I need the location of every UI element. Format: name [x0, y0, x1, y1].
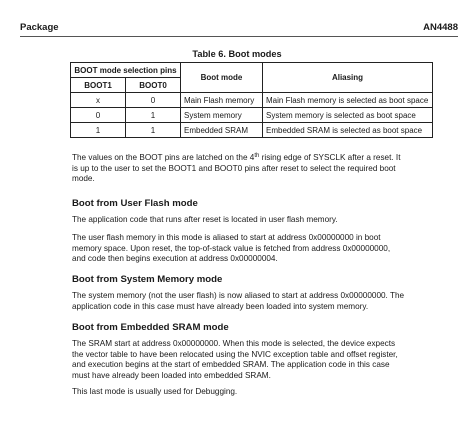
intro-line: is up to the user to set the BOOT1 and BOOT0 pins after reset to select the required boot — [72, 163, 396, 173]
intro-line: rising edge of SYSCLK after a reset. It — [259, 153, 401, 162]
table-caption: Table 6. Boot modes — [192, 49, 282, 59]
table-cell-boot0: 1 — [126, 123, 181, 138]
ordinal-suffix: th — [254, 153, 260, 159]
intro-paragraph — [72, 153, 444, 185]
table-cell-mode: System memory — [181, 108, 263, 123]
section-heading: Boot from System Memory mode — [72, 274, 223, 285]
table-header-boot0: BOOT0 — [126, 78, 181, 93]
body-paragraph — [72, 339, 444, 381]
table-cell-boot0: 0 — [126, 93, 181, 108]
paragraph-line: memory space. Upon reset, the top-of-stack value is fetched from address 0x00000000, — [72, 243, 391, 253]
section-title: Package — [20, 22, 59, 33]
body-paragraph — [72, 387, 444, 398]
intro-line: The values on the BOOT pins are latched on the 4 — [72, 153, 255, 162]
paragraph-line: application code in this case must have already been loaded into system memory. — [72, 301, 369, 311]
table-header-boot-mode: Boot mode — [181, 63, 263, 93]
table-row — [71, 108, 433, 123]
table-row — [71, 93, 433, 108]
paragraph-line: and execution begins at the start of embedded SRAM. The application code in this case — [72, 360, 390, 370]
table-header-aliasing: Aliasing — [263, 63, 433, 93]
page-header — [20, 6, 458, 37]
body-paragraph — [72, 215, 444, 226]
table-cell-aliasing: System memory is selected as boot space — [263, 108, 433, 123]
paragraph-line: The application code that runs after reset is located in user flash memory. — [72, 215, 338, 224]
paragraph-line: The SRAM start at address 0x00000000. When this mode is selected, the device expects — [72, 339, 396, 348]
table-cell-boot0: 1 — [126, 108, 181, 123]
paragraph-line: must have already been loaded into embedded SRAM. — [72, 370, 271, 380]
table-cell-aliasing: Main Flash memory is selected as boot space — [263, 93, 433, 108]
table-cell-boot1: 1 — [71, 123, 126, 138]
section-heading: Boot from User Flash mode — [72, 198, 198, 209]
table-cell-mode: Main Flash memory — [181, 93, 263, 108]
table-header-boot1: BOOT1 — [71, 78, 126, 93]
paragraph-line: The system memory (not the user flash) is now aliased to start at address 0x00000000. The — [72, 291, 405, 300]
table-cell-aliasing: Embedded SRAM is selected as boot space — [263, 123, 433, 138]
table-cell-boot1: x — [71, 93, 126, 108]
table-group-header: BOOT mode selection pins — [71, 63, 181, 78]
paragraph-line: This last mode is usually used for Debugging. — [72, 387, 238, 396]
table-row — [71, 123, 433, 138]
table-cell-boot1: 0 — [71, 108, 126, 123]
document-id: AN4488 — [423, 22, 458, 33]
boot-modes-table — [70, 62, 433, 138]
paragraph-line: and code then begins execution at address 0x00000004. — [72, 254, 278, 264]
body-paragraph — [72, 233, 444, 265]
paragraph-line: the vector table to have been relocated using the NVIC exception table and offset register, — [72, 349, 398, 359]
table-cell-mode: Embedded SRAM — [181, 123, 263, 138]
intro-line: mode. — [72, 174, 95, 184]
paragraph-line: The user flash memory in this mode is aliased to start at address 0x00000000 in boot — [72, 233, 381, 242]
section-heading: Boot from Embedded SRAM mode — [72, 322, 229, 333]
body-paragraph — [72, 291, 444, 312]
